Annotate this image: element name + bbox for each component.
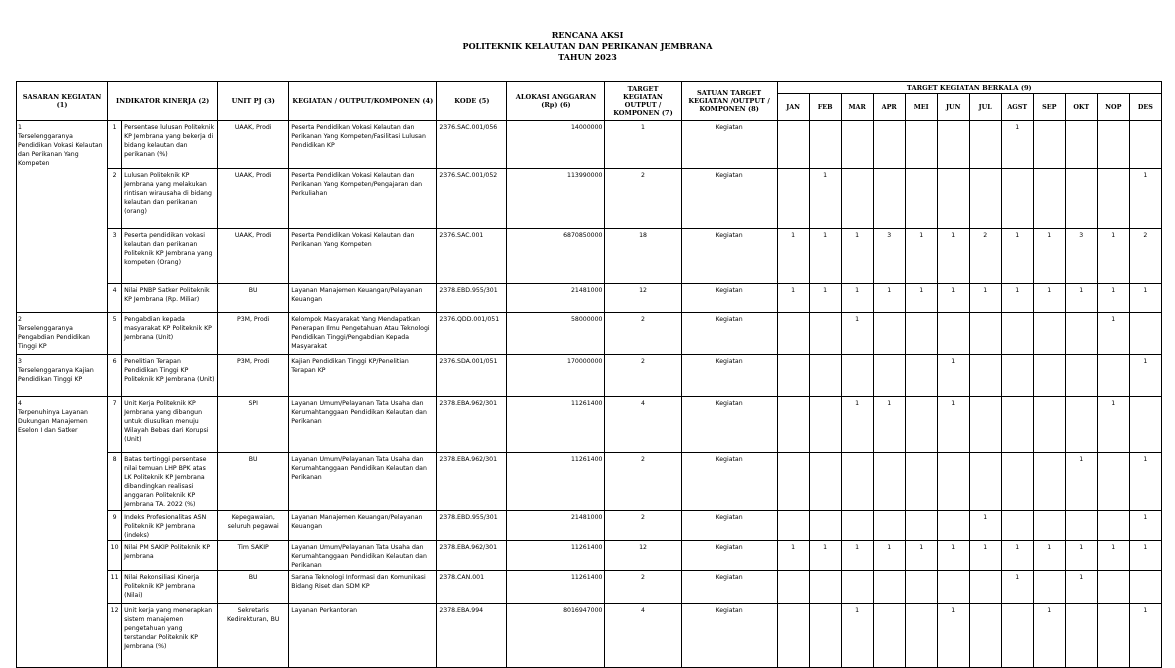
month-target-apr [873,168,905,228]
month-target-apr: 1 [873,283,905,312]
table-row [17,396,1162,452]
month-target-feb [809,452,841,510]
month-target-jan [777,121,809,169]
month-target-mei [905,168,937,228]
month-target-mar [841,452,873,510]
indikator-number: 10 [108,540,122,570]
month-target-jul: 1 [969,283,1001,312]
table-row [17,228,1162,283]
month-target-mei: 1 [905,540,937,570]
sasaran-cell-continued [17,540,108,570]
month-target-mar [841,121,873,169]
indikator-number: 9 [108,510,122,540]
kegiatan-cell: Layanan Manajemen Keuangan/Pelayanan Keuangan [289,510,437,540]
sasaran-cell-continued [17,283,108,312]
month-target-jun: 1 [937,603,969,667]
month-target-mei [905,354,937,396]
month-target-sep [1033,354,1065,396]
month-target-nop [1097,354,1129,396]
kode-cell: 2378.EBA.994 [437,603,507,667]
month-target-apr [873,121,905,169]
month-target-agst [1001,396,1033,452]
month-target-feb: 1 [809,283,841,312]
kode-cell: 2376.SAC.001/056 [437,121,507,169]
month-target-des: 1 [1129,354,1161,396]
month-target-sep [1033,312,1065,354]
month-target-nop: 1 [1097,283,1129,312]
month-target-sep [1033,121,1065,169]
month-target-des: 1 [1129,603,1161,667]
satuan-cell: Kegiatan [681,452,777,510]
header-month-apr: APR [873,94,905,121]
header-month-sep: SEP [1033,94,1065,121]
month-target-feb [809,510,841,540]
satuan-cell: Kegiatan [681,283,777,312]
target-cell: 4 [605,396,681,452]
header-month-des: DES [1129,94,1161,121]
month-target-jun: 1 [937,354,969,396]
indikator-cell: Peserta pendidikan vokasi kelautan dan perikanan Politeknik KP Jembrana yang kompeten (Orang) [122,228,218,283]
alokasi-cell: 21481000 [507,510,605,540]
month-target-mar: 1 [841,312,873,354]
month-target-mar [841,570,873,603]
table-row [17,540,1162,570]
month-target-des: 2 [1129,228,1161,283]
table-row [17,283,1162,312]
alokasi-cell: 170000000 [507,354,605,396]
unit-cell: BU [218,283,289,312]
satuan-cell: Kegiatan [681,228,777,283]
sasaran-text: Terselenggaranya Pengabdian Pendidikan Tinggi KP [18,324,90,350]
unit-cell: Tim SAKIP [218,540,289,570]
month-target-nop [1097,452,1129,510]
sasaran-number: 1 [18,124,22,131]
month-target-sep [1033,570,1065,603]
header-month-jun: JUN [937,94,969,121]
satuan-cell: Kegiatan [681,168,777,228]
sasaran-cell [17,121,108,169]
header-target: TARGET KEGIATAN OUTPUT / KOMPONEN (7) [605,82,681,121]
target-cell: 12 [605,283,681,312]
month-target-jan [777,354,809,396]
header-kode: KODE (5) [437,82,507,121]
kegiatan-cell: Sarana Teknologi Informasi dan Komunikasi Bidang Riset dan SDM KP [289,570,437,603]
month-target-nop: 1 [1097,396,1129,452]
target-cell: 2 [605,168,681,228]
month-target-feb [809,312,841,354]
sasaran-cell [17,354,108,396]
indikator-cell: Nilai PNBP Satker Politeknik KP Jembrana (Rp. Miliar) [122,283,218,312]
month-target-jun: 1 [937,228,969,283]
month-target-jan: 1 [777,540,809,570]
sasaran-number: 2 [18,315,22,323]
header-indikator: INDIKATOR KINERJA (2) [108,82,218,121]
sasaran-text: Terselenggaranya Kajian Pendidikan Tinggi KP [18,366,94,383]
sasaran-cell-continued [17,168,108,228]
month-target-jan [777,396,809,452]
month-target-okt [1065,354,1097,396]
alokasi-cell: 11261400 [507,452,605,510]
satuan-cell: Kegiatan [681,603,777,667]
month-target-nop [1097,603,1129,667]
month-target-mei: 1 [905,228,937,283]
month-target-jul [969,121,1001,169]
indikator-number: 6 [108,354,122,396]
month-target-apr [873,570,905,603]
header-sasaran: SASARAN KEGIATAN (1) [17,82,108,121]
month-target-jun [937,452,969,510]
kode-cell: 2378.EBA.962/301 [437,452,507,510]
month-target-jan [777,168,809,228]
sasaran-cell-continued [17,570,108,603]
alokasi-cell: 6870850000 [507,228,605,283]
month-target-apr [873,354,905,396]
table-row [17,354,1162,396]
month-target-okt [1065,312,1097,354]
alokasi-cell: 8016947000 [507,603,605,667]
month-target-mar [841,168,873,228]
unit-cell: SPI [218,396,289,452]
kode-cell: 2376.SAC.001 [437,228,507,283]
satuan-cell: Kegiatan [681,354,777,396]
header-kegiatan: KEGIATAN / OUTPUT/KOMPONEN (4) [289,82,437,121]
kode-cell: 2378.EBA.962/301 [437,396,507,452]
month-target-okt: 1 [1065,452,1097,510]
kegiatan-cell: Layanan Umum/Pelayanan Tata Usaha dan Kerumahtanggaan Pendidikan Kelautan dan Perikanan [289,540,437,570]
month-target-mar: 1 [841,283,873,312]
indikator-number: 1 [108,121,122,169]
sasaran-number: 4 [18,399,22,407]
month-target-sep: 1 [1033,540,1065,570]
month-target-mar: 1 [841,396,873,452]
unit-cell: Sekretaris Kedirekturan, BU [218,603,289,667]
table-row [17,121,1162,169]
alokasi-cell: 113990000 [507,168,605,228]
month-target-feb [809,354,841,396]
kegiatan-cell: Layanan Umum/Pelayanan Tata Usaha dan Kerumahtanggaan Pendidikan Kelautan dan Perikanan [289,396,437,452]
satuan-cell: Kegiatan [681,396,777,452]
alokasi-cell: 58000000 [507,312,605,354]
month-target-nop [1097,168,1129,228]
month-target-feb: 1 [809,540,841,570]
month-target-jan [777,570,809,603]
month-target-sep [1033,396,1065,452]
sasaran-cell-continued [17,510,108,540]
alokasi-cell: 11261400 [507,396,605,452]
indikator-cell: Unit Kerja Politeknik KP Jembrana yang dibangun untuk diusulkan menuju Wilayah Bebas dari Korupsi (Unit) [122,396,218,452]
month-target-des: 1 [1129,283,1161,312]
month-target-des: 1 [1129,510,1161,540]
kegiatan-cell: Layanan Manajemen Keuangan/Pelayanan Keuangan [289,283,437,312]
sasaran-text: Terselenggaranya Pendidikan Vokasi Kelautan dan Perikanan Yang Kompeten [18,133,103,167]
month-target-okt: 1 [1065,570,1097,603]
target-cell: 2 [605,510,681,540]
month-target-okt: 1 [1065,540,1097,570]
header-target-berkala: TARGET KEGIATAN BERKALA (9) [777,82,1161,94]
alokasi-cell: 21481000 [507,283,605,312]
indikator-cell: Nilai PM SAKIP Politeknik KP Jembrana [122,540,218,570]
sasaran-cell-continued [17,228,108,283]
table-row [17,570,1162,603]
month-target-nop: 1 [1097,228,1129,283]
satuan-cell: Kegiatan [681,510,777,540]
indikator-cell: Pengabdian kepada masyarakat KP Politeknik KP Jembrana (Unit) [122,312,218,354]
kode-cell: 2378.EBD.955/301 [437,510,507,540]
month-target-sep [1033,452,1065,510]
indikator-number: 5 [108,312,122,354]
document-title: RENCANA AKSI [551,30,624,40]
sasaran-cell [17,312,108,354]
satuan-cell: Kegiatan [681,121,777,169]
header-alokasi: ALOKASI ANGGARAN (Rp) (6) [507,82,605,121]
satuan-cell: Kegiatan [681,540,777,570]
month-target-des [1129,396,1161,452]
header-month-agst: AGST [1001,94,1033,121]
satuan-cell: Kegiatan [681,312,777,354]
month-target-jul [969,452,1001,510]
target-cell: 1 [605,121,681,169]
sasaran-cell-continued [17,603,108,667]
header-month-mei: MEI [905,94,937,121]
month-target-feb: 1 [809,228,841,283]
month-target-nop: 1 [1097,312,1129,354]
month-target-nop [1097,570,1129,603]
month-target-mei [905,121,937,169]
indikator-number: 12 [108,603,122,667]
month-target-okt [1065,168,1097,228]
month-target-apr [873,452,905,510]
indikator-number: 3 [108,228,122,283]
document-year: TAHUN 2023 [558,52,617,62]
month-target-okt [1065,396,1097,452]
month-target-jul [969,603,1001,667]
month-target-jan: 1 [777,228,809,283]
month-target-agst: 1 [1001,570,1033,603]
month-target-jun [937,510,969,540]
target-cell: 2 [605,312,681,354]
month-target-mei [905,396,937,452]
month-target-feb [809,603,841,667]
month-target-agst: 1 [1001,540,1033,570]
month-target-jul [969,570,1001,603]
month-target-jan [777,603,809,667]
kegiatan-cell: Kajian Pendidikan Tinggi KP/Penelitian Terapan KP [289,354,437,396]
table-row [17,603,1162,667]
month-target-jan [777,452,809,510]
month-target-des: 1 [1129,452,1161,510]
indikator-number: 8 [108,452,122,510]
month-target-sep: 1 [1033,283,1065,312]
header-month-nop: NOP [1097,94,1129,121]
month-target-feb [809,570,841,603]
month-target-jul [969,168,1001,228]
month-target-feb: 1 [809,168,841,228]
table-row [17,510,1162,540]
month-target-mei [905,603,937,667]
kode-cell: 2378.EBD.955/301 [437,283,507,312]
kegiatan-cell: Kelompok Masyarakat Yang Mendapatkan Penerapan Ilmu Pengetahuan Atau Teknologi Pendidikan Tinggi/Pengabdian Kepada Masyarakat [289,312,437,354]
month-target-apr [873,312,905,354]
month-target-feb [809,121,841,169]
month-target-okt: 3 [1065,228,1097,283]
header-month-feb: FEB [809,94,841,121]
indikator-number: 2 [108,168,122,228]
month-target-apr [873,510,905,540]
indikator-number: 4 [108,283,122,312]
header-month-okt: OKT [1065,94,1097,121]
month-target-agst: 1 [1001,228,1033,283]
indikator-number: 11 [108,570,122,603]
month-target-apr: 1 [873,540,905,570]
month-target-nop: 1 [1097,540,1129,570]
month-target-mei: 1 [905,283,937,312]
indikator-cell: Nilai Rekonsiliasi Kinerja Politeknik KP Jembrana (Nilai) [122,570,218,603]
month-target-des [1129,312,1161,354]
kegiatan-cell: Peserta Pendidikan Vokasi Kelautan dan Perikanan Yang Kompeten [289,228,437,283]
indikator-cell: Indeks Profesionalitas ASN Politeknik KP Jembrana (indeks) [122,510,218,540]
month-target-agst [1001,312,1033,354]
month-target-sep: 1 [1033,603,1065,667]
kode-cell: 2376.SAC.001/052 [437,168,507,228]
indikator-cell: Penelitian Terapan Pendidikan Tinggi KP Politeknik KP Jembrana (Unit) [122,354,218,396]
unit-cell: BU [218,570,289,603]
month-target-mei [905,570,937,603]
sasaran-text: Terpenuhinya Layanan Dukungan Manajemen Eselon I dan Satker [18,408,88,434]
month-target-mar: 1 [841,603,873,667]
month-target-sep [1033,168,1065,228]
month-target-mei [905,510,937,540]
target-cell: 2 [605,452,681,510]
target-cell: 12 [605,540,681,570]
header-unit: UNIT PJ (3) [218,82,289,121]
alokasi-cell: 11261400 [507,540,605,570]
unit-cell: UAAK, Prodi [218,168,289,228]
month-target-des [1129,121,1161,169]
month-target-jun: 1 [937,540,969,570]
month-target-agst: 1 [1001,121,1033,169]
month-target-nop [1097,121,1129,169]
target-cell: 4 [605,603,681,667]
month-target-des: 1 [1129,168,1161,228]
month-target-mar [841,354,873,396]
month-target-jul: 2 [969,228,1001,283]
month-target-agst [1001,452,1033,510]
kode-cell: 2378.EBA.962/301 [437,540,507,570]
header-month-jan: JAN [777,94,809,121]
kegiatan-cell: Peserta Pendidikan Vokasi Kelautan dan Perikanan Yang Kompeten/Pengajaran dan Perkuliahan [289,168,437,228]
institution-name: POLITEKNIK KELAUTAN DAN PERIKANAN JEMBRANA [462,41,713,51]
month-target-jun [937,312,969,354]
kegiatan-cell: Layanan Perkantoran [289,603,437,667]
month-target-agst [1001,510,1033,540]
month-target-jul [969,312,1001,354]
month-target-jun [937,570,969,603]
month-target-jan [777,510,809,540]
alokasi-cell: 11261400 [507,570,605,603]
month-target-sep [1033,510,1065,540]
month-target-jul: 1 [969,540,1001,570]
month-target-mei [905,452,937,510]
month-target-jun: 1 [937,396,969,452]
alokasi-cell: 14000000 [507,121,605,169]
month-target-mar: 1 [841,540,873,570]
month-target-agst [1001,168,1033,228]
month-target-jun [937,121,969,169]
target-cell: 2 [605,354,681,396]
month-target-agst [1001,354,1033,396]
action-plan-table [16,81,1162,668]
kode-cell: 2376.SDA.001/051 [437,354,507,396]
indikator-cell: Persentase lulusan Politeknik KP Jembrana yang bekerja di bidang kelautan dan perikanan (%) [122,121,218,169]
month-target-feb [809,396,841,452]
month-target-jul: 1 [969,510,1001,540]
indikator-cell: Batas tertinggi persentase nilai temuan LHP BPK atas LK Politeknik KP Jembrana dibandingkan realisasi anggaran Politeknik KP Jembrana TA. 2022 (%) [122,452,218,510]
month-target-jul [969,396,1001,452]
month-target-apr [873,603,905,667]
month-target-mei [905,312,937,354]
table-row [17,312,1162,354]
table-row [17,168,1162,228]
kegiatan-cell: Layanan Umum/Pelayanan Tata Usaha dan Kerumahtanggaan Pendidikan Kelautan dan Perikanan [289,452,437,510]
month-target-agst [1001,603,1033,667]
unit-cell: UAAK, Prodi [218,121,289,169]
kode-cell: 2378.CAN.001 [437,570,507,603]
unit-cell: BU [218,452,289,510]
table-row [17,452,1162,510]
target-cell: 18 [605,228,681,283]
month-target-apr: 1 [873,396,905,452]
month-target-okt [1065,510,1097,540]
unit-cell: P3M, Prodi [218,354,289,396]
sasaran-cell-continued [17,452,108,510]
month-target-jun [937,168,969,228]
month-target-mar: 1 [841,228,873,283]
target-cell: 2 [605,570,681,603]
indikator-cell: Lulusan Politeknik KP Jembrana yang melakukan rintisan wirausaha di bidang kelautan dan perikanan (orang) [122,168,218,228]
month-target-agst: 1 [1001,283,1033,312]
unit-cell: UAAK, Prodi [218,228,289,283]
header-month-jul: JUL [969,94,1001,121]
month-target-jul [969,354,1001,396]
unit-cell: Kepegawaian, seluruh pegawai [218,510,289,540]
sasaran-number: 3 [18,357,22,365]
indikator-number: 7 [108,396,122,452]
month-target-okt [1065,121,1097,169]
month-target-okt: 1 [1065,283,1097,312]
satuan-cell: Kegiatan [681,570,777,603]
kode-cell: 2376.QDD.001/051 [437,312,507,354]
month-target-nop [1097,510,1129,540]
unit-cell: P3M, Prodi [218,312,289,354]
kegiatan-cell: Peserta Pendidikan Vokasi Kelautan dan Perikanan Yang Kompeten/Fasilitasi Lulusan Pendidikan KP [289,121,437,169]
header-satuan: SATUAN TARGET KEGIATAN /OUTPUT / KOMPONEN (8) [681,82,777,121]
indikator-cell: Unit kerja yang menerapkan sistem manajemen pengetahuan yang terstandar Politeknik KP Jembrana (%) [122,603,218,667]
month-target-jun: 1 [937,283,969,312]
sasaran-cell [17,396,108,452]
month-target-apr: 3 [873,228,905,283]
month-target-mar [841,510,873,540]
month-target-okt [1065,603,1097,667]
month-target-sep: 1 [1033,228,1065,283]
month-target-jan: 1 [777,283,809,312]
month-target-des: 1 [1129,540,1161,570]
month-target-des [1129,570,1161,603]
header-month-mar: MAR [841,94,873,121]
month-target-jan [777,312,809,354]
